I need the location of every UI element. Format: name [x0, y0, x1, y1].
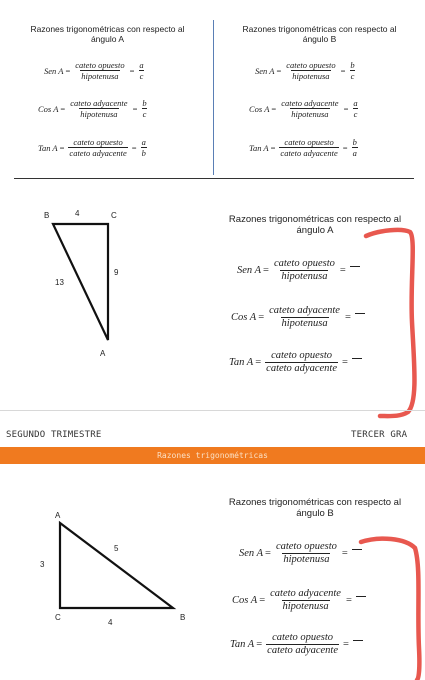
formula-label: Sen A: [255, 65, 275, 76]
vertex-a-label: A: [100, 349, 106, 358]
side-left-label: 3: [40, 560, 45, 569]
ratio-numerator: a: [139, 60, 144, 70]
vertex-c-label: C: [111, 211, 117, 220]
formula-numerator: cateto opuesto: [75, 60, 125, 70]
col-a-cos-formula: Cos A = $\frac{\text{cateto adyacente}}{\text{hipotenusa}}$ = $\frac{b}{c}$: [38, 98, 147, 119]
col-a-title: [10, 24, 205, 44]
vertex-b-label: B: [44, 211, 50, 220]
formula-denominator: hipotenusa: [80, 109, 118, 119]
footer-right-label: TERCER GRA: [351, 430, 408, 440]
triangle-shape: [60, 523, 173, 608]
formula-denominator: hipotenusa: [281, 318, 328, 329]
formula-numerator: cateto opuesto: [271, 350, 333, 361]
vertex-a-label: A: [55, 511, 61, 520]
ratio-numerator: b: [142, 98, 147, 108]
section2-sen-formula: Sen A = $\frac{\text{cateto opuesto}}{\text{hipotenusa}}$ =: [237, 258, 360, 283]
side-top-label: 4: [75, 209, 80, 218]
formula-label: Tan A: [230, 638, 255, 650]
formula-denominator: hipotenusa: [282, 601, 329, 612]
answer-blank[interactable]: [350, 266, 360, 267]
formula-label: Cos A: [231, 311, 257, 323]
formula-label: Tan A: [229, 356, 254, 368]
ratio-numerator: b: [350, 60, 355, 70]
formula-denominator: hipotenusa: [281, 271, 328, 282]
formula-denominator: hipotenusa: [291, 109, 329, 119]
red-bracket-bottom: [355, 528, 425, 680]
formula-numerator: cateto opuesto: [275, 541, 337, 552]
formula-label: Tan A: [249, 142, 269, 153]
ratio-denominator: c: [353, 109, 358, 119]
formula-denominator: cateto adyacente: [69, 148, 127, 158]
col-a-tan-formula: Tan A = $\frac{\text{cateto opuesto}}{\text{cateto adyacente}}$ = $\frac{a}{b}$: [38, 137, 146, 158]
section3-sen-formula: Sen A = $\frac{\text{cateto opuesto}}{\text{hipotenusa}}$ =: [239, 541, 362, 566]
col-b-title-line2: ángulo B: [302, 34, 337, 44]
section3-cos-formula: Cos A = $\frac{\text{cateto adyacente}}{\text{hipotenusa}}$ =: [232, 588, 366, 613]
formula-denominator: hipotenusa: [81, 71, 119, 81]
col-b-title: [222, 24, 417, 44]
side-bottom-label: 4: [108, 618, 113, 627]
col-a-sen-formula: Sen A = $\frac{\text{cateto opuesto}}{\text{hipotenusa}}$ = $\frac{a}{c}$: [44, 60, 144, 81]
formula-numerator: cateto adyacente: [270, 588, 341, 599]
formula-denominator: hipotenusa: [292, 71, 330, 81]
formula-label: Cos A: [38, 103, 59, 114]
column-divider: [213, 20, 214, 175]
formula-denominator: cateto adyacente: [266, 363, 337, 374]
formula-numerator: cateto opuesto: [284, 137, 334, 147]
section2-title-line1: Razones trigonométricas con respecto al: [228, 214, 402, 225]
formula-numerator: cateto opuesto: [273, 258, 335, 269]
triangle-diagram-b: [40, 510, 190, 620]
vertex-b-label: B: [180, 613, 186, 622]
section3-title-line1: Razones trigonométricas con respecto al: [228, 497, 402, 508]
section3-title-line2: ángulo B: [296, 508, 334, 519]
formula-label: Sen A: [237, 264, 262, 276]
formula-label: Sen A: [239, 547, 264, 559]
formula-denominator: cateto adyacente: [267, 645, 338, 656]
formula-numerator: cateto opuesto: [73, 137, 123, 147]
formula-numerator: cateto adyacente: [281, 98, 339, 108]
section2-title-line2: ángulo A: [296, 225, 334, 236]
formula-label: Sen A: [44, 65, 64, 76]
vertex-c-label: C: [55, 613, 61, 622]
ratio-denominator: a: [352, 148, 357, 158]
banner-text: Razones trigonométricas: [157, 451, 268, 460]
ratio-denominator: b: [141, 148, 146, 158]
ratio-numerator: a: [141, 137, 146, 147]
ratio-denominator: c: [350, 71, 355, 81]
formula-numerator: cateto adyacente: [269, 305, 340, 316]
section-divider: [14, 178, 414, 179]
formula-numerator: cateto adyacente: [70, 98, 128, 108]
formula-numerator: cateto opuesto: [272, 632, 334, 643]
col-b-tan-formula: Tan A = $\frac{\text{cateto opuesto}}{\text{cateto adyacente}}$ = $\frac{b}{a}$: [249, 137, 357, 158]
section2-cos-formula: Cos A = $\frac{\text{cateto adyacente}}{\text{hipotenusa}}$ =: [231, 305, 365, 330]
section3-title: [206, 497, 424, 519]
formula-label: Tan A: [38, 142, 58, 153]
formula-denominator: hipotenusa: [283, 554, 330, 565]
footer-rule: [0, 410, 425, 411]
hypotenuse-label: 5: [114, 544, 119, 553]
col-b-sen-formula: Sen A = $\frac{\text{cateto opuesto}}{\text{hipotenusa}}$ = $\frac{b}{c}$: [255, 60, 355, 81]
col-a-title-line1: Razones trigonométricas con respecto al: [30, 24, 185, 34]
formula-label: Cos A: [249, 103, 270, 114]
col-b-title-line1: Razones trigonométricas con respecto al: [242, 24, 397, 34]
section2-tan-formula: Tan A = $\frac{\text{cateto opuesto}}{\text{cateto adyacente}}$ =: [229, 350, 362, 375]
red-bracket-top: [360, 222, 420, 422]
ratio-numerator: b: [352, 137, 357, 147]
title-banner: [0, 447, 425, 464]
footer-left-label: SEGUNDO TRIMESTRE: [6, 430, 102, 440]
formula-denominator: cateto adyacente: [280, 148, 338, 158]
ratio-denominator: c: [139, 71, 144, 81]
side-right-label: 9: [114, 268, 119, 277]
ratio-denominator: c: [142, 109, 147, 119]
section3-tan-formula: Tan A = $\frac{\text{cateto opuesto}}{\text{cateto adyacente}}$ =: [230, 632, 363, 657]
col-b-cos-formula: Cos A = $\frac{\text{cateto adyacente}}{\text{hipotenusa}}$ = $\frac{a}{c}$: [249, 98, 358, 119]
formula-label: Cos A: [232, 594, 258, 606]
ratio-numerator: a: [353, 98, 358, 108]
col-a-title-line2: ángulo A: [90, 34, 125, 44]
formula-numerator: cateto opuesto: [286, 60, 336, 70]
hypotenuse-label: 13: [55, 278, 64, 287]
